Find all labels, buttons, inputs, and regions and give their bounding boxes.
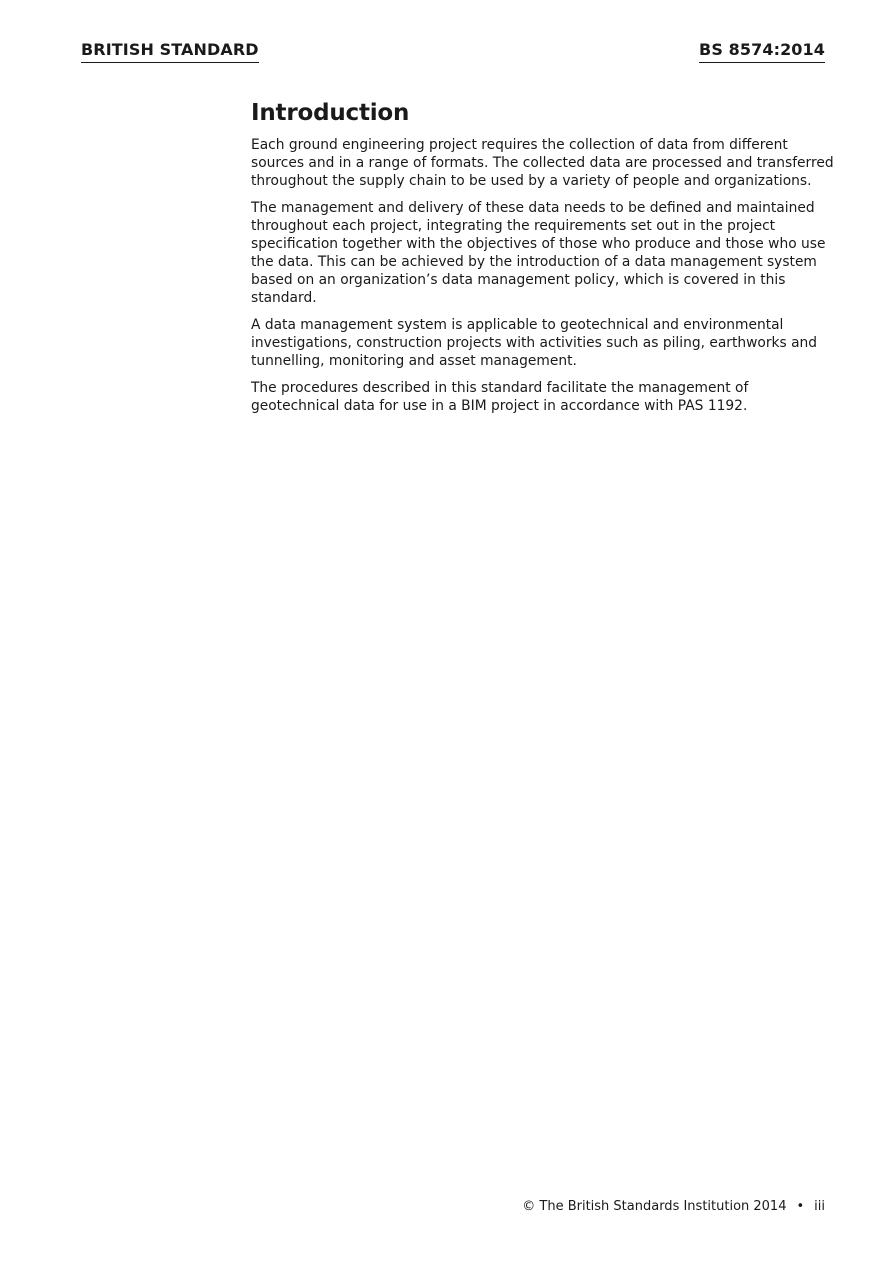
page-footer: [522, 1198, 825, 1216]
footer-separator: •: [796, 1199, 805, 1214]
paragraph-2: The management and delivery of these data needs to be defined and maintained throughout each project, integrating the requirements set out in the project specification together with the objectives of those who produce and those who use the data. This can be achieved by the introduction of a data management system based on an organization’s data management policy, which is covered in this standard.: [251, 200, 826, 306]
page-number: iii: [814, 1199, 825, 1214]
running-header-left: BRITISH STANDARD: [81, 40, 259, 63]
paragraph-4: The procedures described in this standard facilitate the management of geotechnical data for use in a BIM project in accordance with PAS 1192.: [251, 380, 749, 414]
main-content: [251, 98, 836, 424]
running-header-right: BS 8574:2014: [699, 40, 825, 63]
section-title: Introduction: [251, 100, 410, 126]
paragraph-1: Each ground engineering project requires the collection of data from different sources and in a range of formats. The collected data are processed and transferred throughout the supply chain to be used by a variety of people and organizations.: [251, 137, 834, 189]
paragraph-3: A data management system is applicable to geotechnical and environmental investigations, construction projects with activities such as piling, earthworks and tunnelling, monitoring and asset management.: [251, 317, 818, 369]
copyright-notice: © The British Standards Institution 2014: [522, 1199, 787, 1214]
